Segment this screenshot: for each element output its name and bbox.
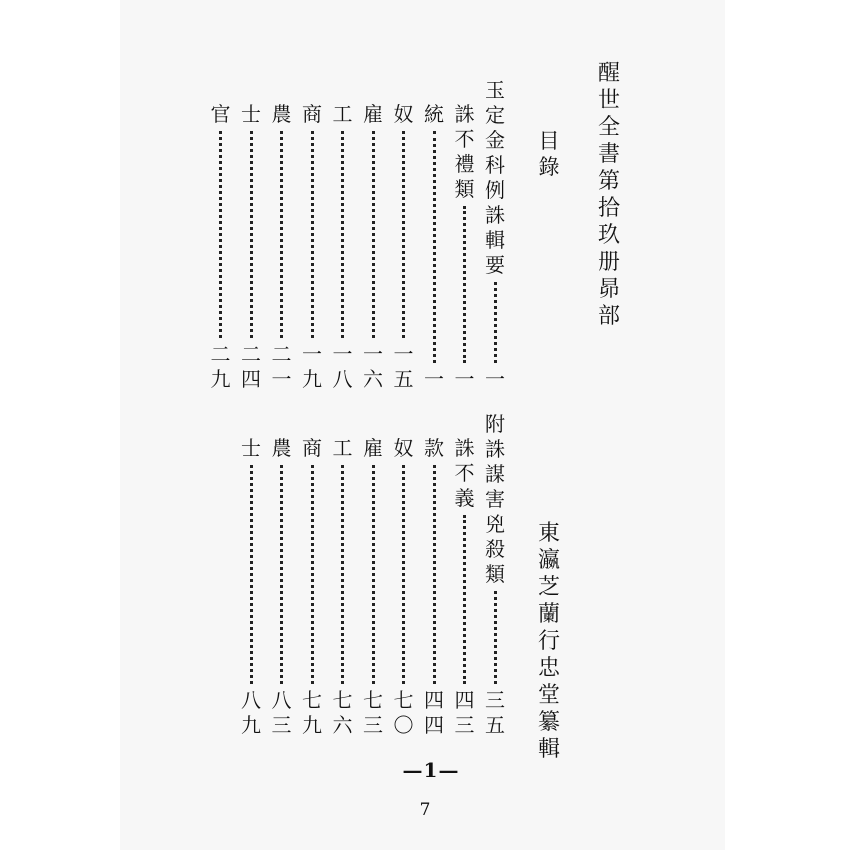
leader-dots xyxy=(402,465,405,684)
toc-page-number: 一 xyxy=(485,367,505,391)
leader-dots xyxy=(372,465,375,684)
leader-dots xyxy=(280,131,283,338)
leader-dots xyxy=(433,465,436,684)
toc-entry xyxy=(238,436,264,738)
toc-entry-label: 士 xyxy=(241,436,261,460)
toc-entry-label: 農 xyxy=(271,102,292,126)
toc-entry xyxy=(360,436,386,738)
toc-entry-label: 奴 xyxy=(393,102,414,126)
toc-page-number: 一 xyxy=(424,367,444,391)
toc-page-number: 一 九 xyxy=(302,342,322,391)
toc-entry xyxy=(238,102,264,392)
toc-entry xyxy=(421,436,447,738)
toc-page-number: 四 四 xyxy=(424,688,444,737)
toc-page-number: 七 三 xyxy=(363,688,383,737)
leader-dots xyxy=(463,515,466,684)
leader-dots xyxy=(250,465,253,684)
toc-entry xyxy=(299,102,325,392)
toc-page-number: 一 xyxy=(454,367,475,391)
toc-entry-label: 玉 定 金 科 例 誅 輯 要 xyxy=(485,78,505,277)
toc-entry xyxy=(330,102,356,392)
leader-dots xyxy=(463,206,466,363)
toc-entry xyxy=(299,436,325,738)
toc-entry-label: 附 誅 謀 害 兇 殺 類 xyxy=(485,412,505,586)
toc-entry xyxy=(269,436,295,738)
leader-dots xyxy=(311,465,314,684)
toc-heading xyxy=(482,78,508,392)
toc-entry xyxy=(452,102,478,392)
leader-dots xyxy=(341,465,344,684)
leader-dots xyxy=(341,131,344,338)
toc-page-number: 八 三 xyxy=(271,688,292,737)
leader-dots xyxy=(433,131,436,363)
toc-entry xyxy=(208,102,234,392)
toc-page-number: 七 九 xyxy=(302,688,322,737)
toc-entry xyxy=(452,436,478,738)
toc-entry-label: 誅 不 禮 類 xyxy=(454,102,475,201)
toc-entry-label: 工 xyxy=(332,102,353,126)
toc-entry-label: 士 xyxy=(241,102,261,126)
toc-entry-label: 雇 xyxy=(363,436,383,460)
leader-dots xyxy=(494,282,497,363)
toc-entry xyxy=(421,102,447,392)
leader-dots xyxy=(280,465,283,684)
toc-entry-label: 商 xyxy=(302,102,322,126)
leader-dots xyxy=(372,131,375,338)
toc-page-number: 二 四 xyxy=(241,342,261,391)
toc-entry-label: 農 xyxy=(271,436,292,460)
toc-page-number: 八 九 xyxy=(241,688,261,737)
leader-dots xyxy=(402,131,405,338)
toc-entry xyxy=(360,102,386,392)
leader-dots xyxy=(219,131,222,338)
toc-entry-label: 奴 xyxy=(393,436,414,460)
toc-page-number: 二 一 xyxy=(271,342,292,391)
toc-page-number: 一 六 xyxy=(363,342,383,391)
toc-entry-label: 官 xyxy=(210,102,231,126)
mulu-heading: 目 錄 xyxy=(538,129,560,179)
toc-page-number: 七 六 xyxy=(332,688,353,737)
page-number: 7 xyxy=(419,800,431,820)
toc-entry-label: 工 xyxy=(332,436,353,460)
compiler-credit: 東 瀛 芝 蘭 行 忠 堂 纂 輯 xyxy=(537,521,560,762)
book-title: 醒 世 全 書 第 拾 玖 册 昴 部 xyxy=(597,61,620,329)
toc-entry xyxy=(330,436,356,738)
footer-page-marker: —1— xyxy=(402,758,460,782)
toc-page-number: 三 五 xyxy=(485,688,505,737)
toc-entry-label: 誅 不 義 xyxy=(454,436,475,510)
toc-entry-label: 統 xyxy=(424,102,444,126)
toc-entry-label: 商 xyxy=(302,436,322,460)
leader-dots xyxy=(250,131,253,338)
toc-page-number: 二 九 xyxy=(210,342,231,391)
toc-entry xyxy=(391,102,417,392)
toc-page-number: 七 〇 xyxy=(393,688,414,737)
toc-entry xyxy=(391,436,417,738)
toc-page-number: 四 三 xyxy=(454,688,475,737)
leader-dots xyxy=(311,131,314,338)
toc-entry-label: 雇 xyxy=(363,102,383,126)
toc-page-number: 一 八 xyxy=(332,342,353,391)
toc-entry-label: 款 xyxy=(424,436,444,460)
toc-heading xyxy=(482,412,508,738)
leader-dots xyxy=(494,591,497,684)
toc-entry xyxy=(269,102,295,392)
toc-page-number: 一 五 xyxy=(393,342,414,391)
